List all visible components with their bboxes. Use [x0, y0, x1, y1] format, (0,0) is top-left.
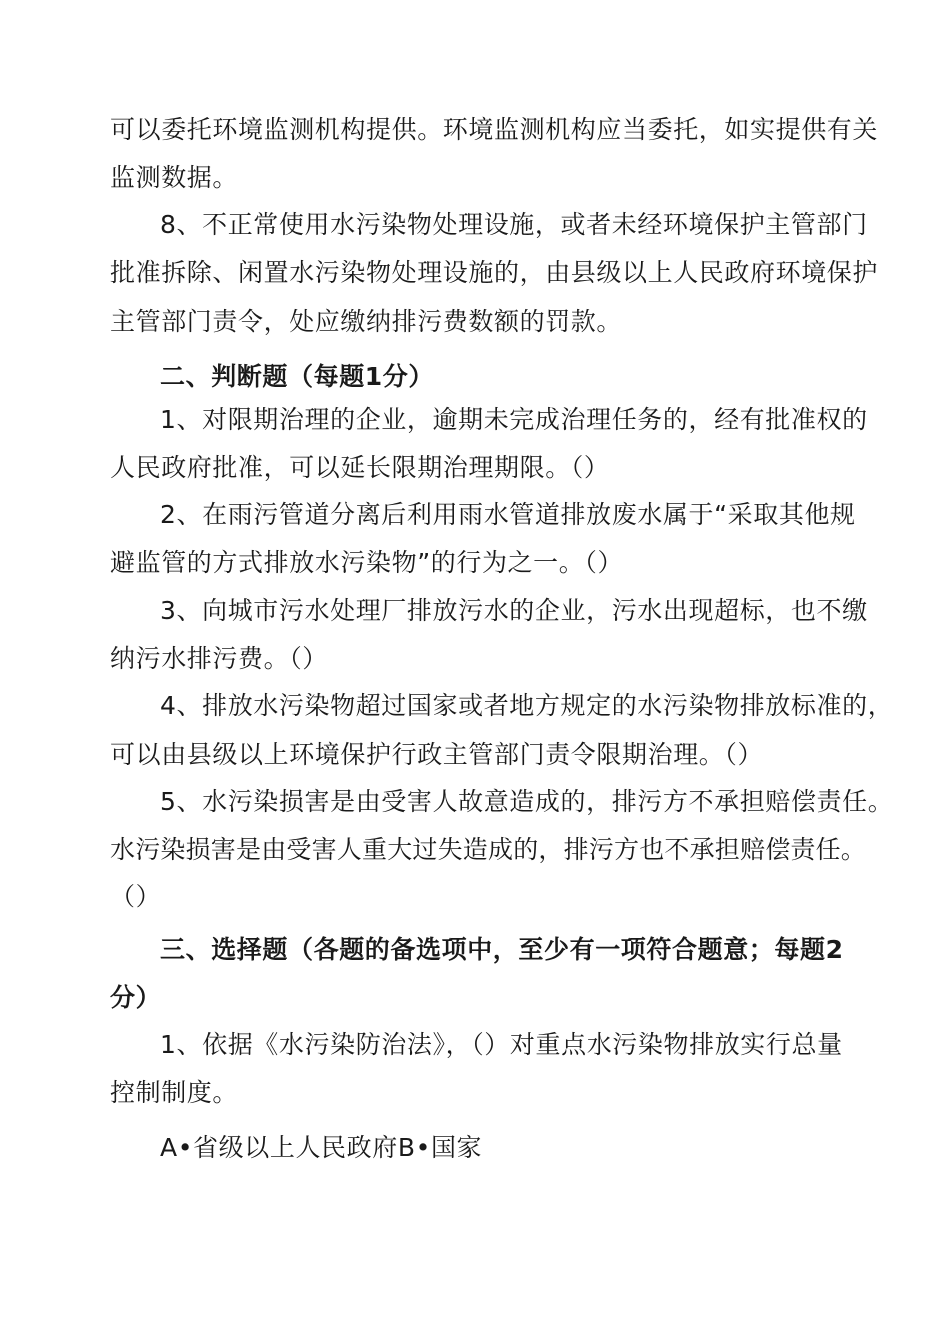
- text-line: 5、水污染损害是由受害人故意造成的，排污方不承担赔偿责任。: [160, 787, 894, 816]
- text-line: 监测数据。: [110, 163, 239, 192]
- text-line: 控制制度。: [110, 1078, 239, 1107]
- text-line: 人民政府批准，可以延长限期治理期限。（）: [110, 453, 610, 482]
- section-heading-true-false: 二、判断题（每题1分）: [160, 362, 434, 391]
- text-line: 批准拆除、闲置水污染物处理设施的，由县级以上人民政府环境保护: [110, 258, 879, 287]
- text-line: 避监管的方式排放水污染物”的行为之一。（）: [110, 548, 624, 577]
- text-line: 可以委托环境监测机构提供。环境监测机构应当委托，如实提供有关: [110, 115, 879, 144]
- text-line: 3、向城市污水处理厂排放污水的企业，污水出现超标，也不缴: [160, 596, 868, 625]
- text-line: 8、不正常使用水污染物处理设施，或者未经环境保护主管部门: [160, 210, 868, 239]
- section-heading-continuation: 分）: [110, 983, 162, 1012]
- text-line: 主管部门责令，处应缴纳排污费数额的罚款。: [110, 307, 623, 336]
- answer-options: A•省级以上人民政府B•国家: [160, 1133, 483, 1162]
- text-line: 4、排放水污染物超过国家或者地方规定的水污染物排放标准的，: [160, 691, 894, 720]
- section-heading-multiple-choice: 三、选择题（各题的备选项中，至少有一项符合题意；每题2: [160, 935, 844, 964]
- text-line: 可以由县级以上环境保护行政主管部门责令限期治理。（）: [110, 740, 764, 769]
- text-line: 水污染损害是由受害人重大过失造成的，排污方也不承担赔偿责任。: [110, 835, 867, 864]
- text-line: （）: [110, 882, 162, 911]
- text-line: 纳污水排污费。（）: [110, 644, 328, 673]
- text-line: 1、对限期治理的企业，逾期未完成治理任务的，经有批准权的: [160, 405, 868, 434]
- text-line: 1、依据《水污染防治法》，（）对重点水污染物排放实行总量: [160, 1030, 843, 1059]
- text-line: 2、在雨污管道分离后利用雨水管道排放废水属于“采取其他规: [160, 500, 856, 529]
